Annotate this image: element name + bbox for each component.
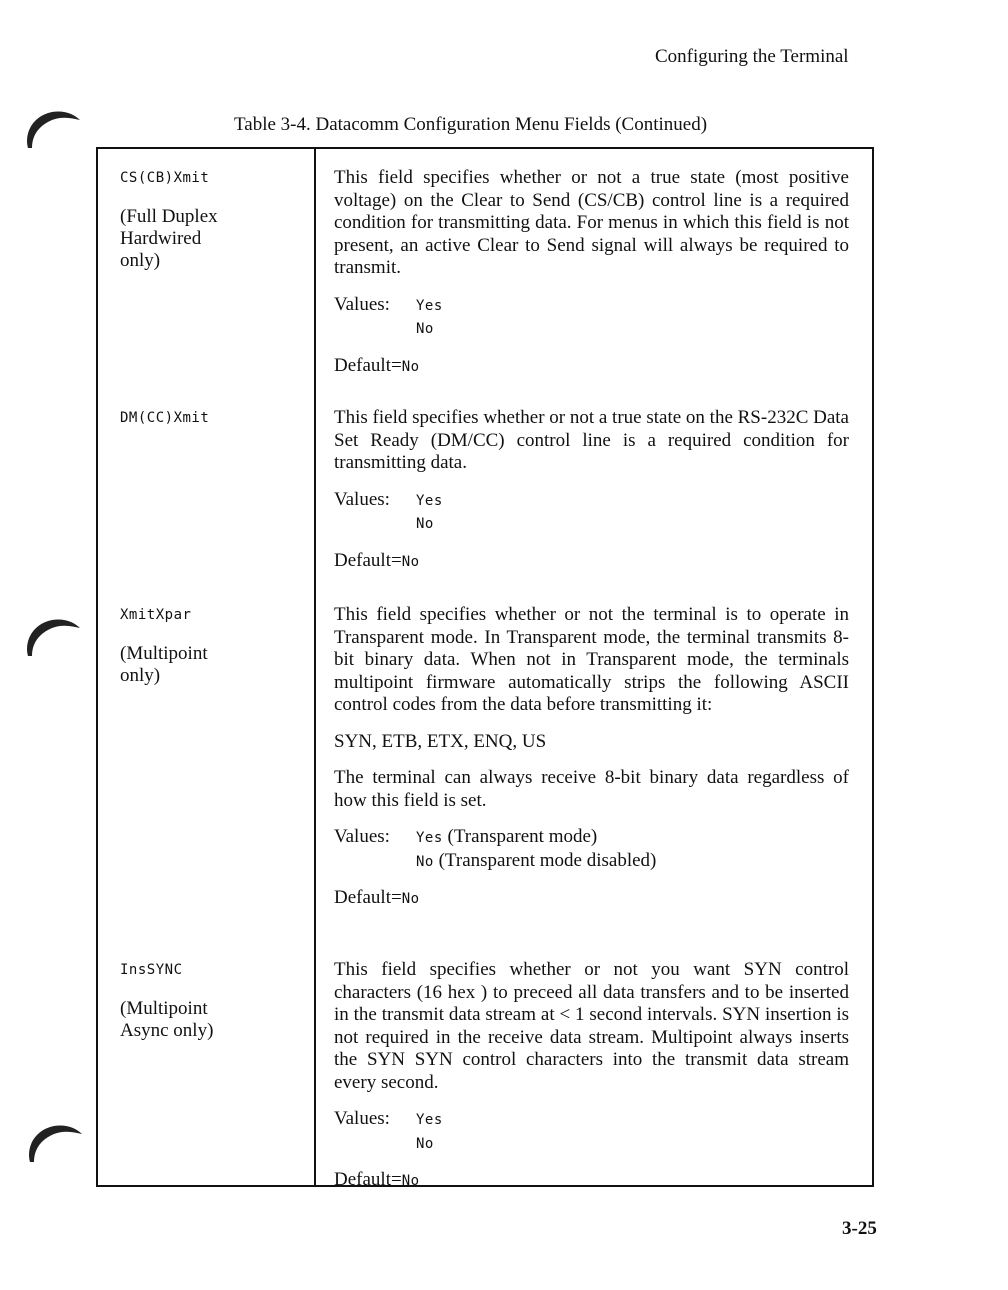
default-label: Default= (334, 549, 402, 571)
value-desc: (Transparent mode disabled) (433, 849, 657, 871)
field-name: InsSYNC (120, 962, 183, 978)
page-number: 3-25 (842, 1218, 877, 1239)
value-desc: (Transparent mode) (442, 826, 598, 847)
default-label: Default= (334, 1169, 402, 1190)
values-block (334, 294, 849, 341)
field-cell (120, 407, 305, 446)
default-line (334, 355, 849, 379)
value-code: No (416, 1135, 434, 1152)
values-label: Values: (334, 1108, 390, 1129)
description-cell (334, 167, 849, 378)
value-code: No (416, 516, 434, 532)
binder-hole-icon (22, 612, 82, 658)
description-paragraph: The terminal can always receive 8-bit binary data regardless of how this field is set. (334, 767, 849, 811)
field-cell (120, 604, 305, 687)
description-cell (334, 407, 849, 573)
description-cell (334, 959, 849, 1193)
default-value: No (401, 1173, 420, 1189)
description-paragraph: SYN, ETB, ETX, ENQ, US (334, 730, 547, 752)
values-block (334, 1108, 849, 1155)
value-code: No (416, 853, 434, 870)
default-line (334, 1169, 849, 1193)
field-cell (120, 167, 305, 272)
field-cell (120, 959, 305, 1042)
field-note: (Multipoint Async only) (120, 998, 214, 1041)
field-name: DM(CC)Xmit (120, 410, 210, 426)
default-label: Default= (334, 887, 402, 908)
binder-hole-icon (22, 104, 82, 150)
config-table (96, 147, 874, 1190)
value-code: Yes (416, 830, 443, 846)
default-label: Default= (334, 354, 402, 376)
field-note: (Multipoint only) (120, 643, 208, 686)
default-line (334, 887, 849, 911)
field-name: CS(CB)Xmit (120, 170, 210, 186)
values-label: Values: (334, 293, 390, 315)
value-code: Yes (416, 297, 443, 314)
description-cell (334, 604, 849, 911)
values-block (334, 826, 849, 873)
default-value: No (401, 358, 420, 375)
default-value: No (401, 891, 420, 907)
value-code: Yes (416, 492, 443, 509)
values-label: Values: (334, 488, 390, 510)
description-paragraph: This field specifies whether or not a true state on the RS-232C Data Set Ready (DM/CC) control line is a required condition for transmitting data. (334, 407, 849, 473)
description-paragraph: This field specifies whether or not the terminal is to operate in Transparent mode. In Transparent mode, the terminal transmits 8-bit binary data. When not in Transparent mode, the terminals multipoint firmware automatically strips the following ASCII control codes from the data before transmitting it: (334, 604, 849, 715)
values-label: Values: (334, 826, 390, 847)
description-paragraph: This field specifies whether or not a true state (most positive voltage) on the Clear to Send (CS/CB) control line is a required condition for transmitting data. For menus in which this field is not present, an active Clear to Send signal will always be required to transmit. (334, 167, 849, 278)
binder-hole-icon (24, 1118, 84, 1164)
field-name: XmitXpar (120, 607, 192, 623)
field-note: (Full Duplex Hardwired only) (120, 206, 218, 271)
default-line (334, 550, 849, 574)
description-paragraph: This field specifies whether or not you want SYN control characters (16 hex ) to preceed all data transfers and to be inserted in the transmit data stream at < 1 second intervals. SYN insertion is not required in the receive data stream. Multipoint always inserts the SYN SYN control characters into the transmit data stream every second. (334, 959, 849, 1093)
column-divider (314, 149, 316, 1185)
value-code: Yes (416, 1112, 443, 1128)
running-head: Configuring the Terminal (655, 46, 849, 67)
default-value: No (401, 553, 420, 570)
table-title: Table 3-4. Datacomm Configuration Menu Fields (Continued) (234, 114, 708, 135)
values-block (334, 489, 849, 536)
value-code: No (416, 321, 434, 337)
